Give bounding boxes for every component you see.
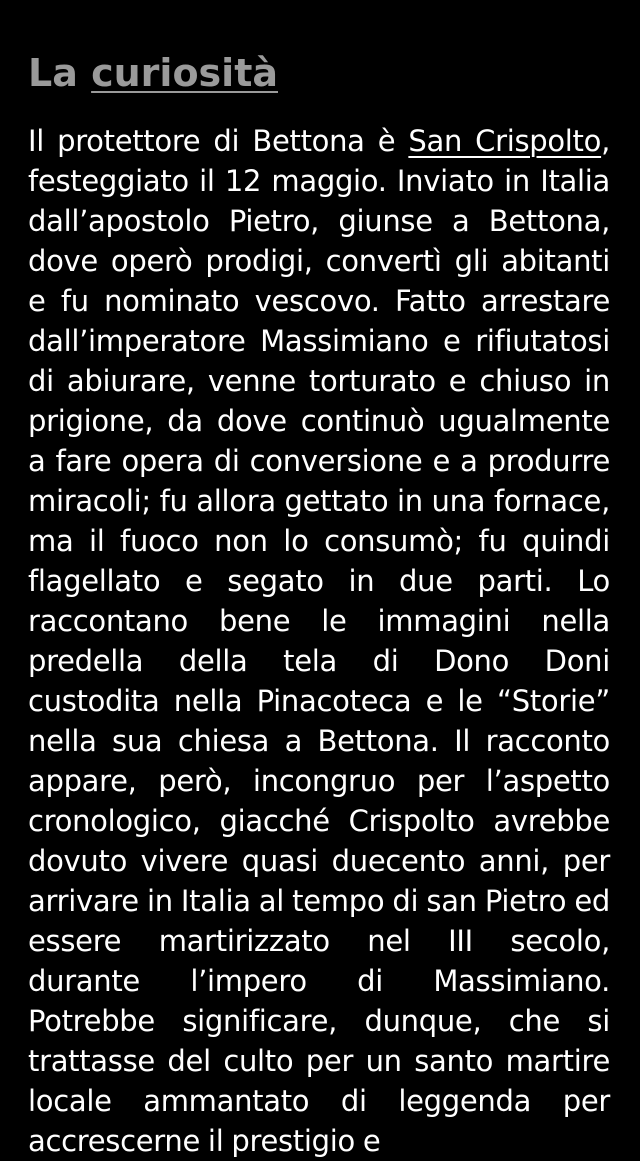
article-text-intro: Il protettore di Bettona è (28, 124, 409, 158)
title-prefix: La (28, 51, 92, 95)
page-title (28, 48, 278, 98)
title-link-curiosita[interactable]: curiosità (91, 51, 278, 95)
san-crispolto-link[interactable]: San Crispolto (408, 124, 602, 158)
article-text-main: , festeggiato il 12 maggio. Inviato in Italia dall’apostolo Pietro, giunse a Bettona, dove operò prodigi, convertì gli abitanti e fu nominato vescovo. Fatto arrestare dall’imperatore Massimiano e rifiutatosi di abiurare, venne torturato e chiuso in prigione, da dove continuò ugualmente a fare opera di conversione e a produrre miracoli; fu allora gettato in una fornace, ma il fuoco non lo consumò; fu quindi flagellato e segato in due parti. Lo raccontano bene le immagini nella predella della tela di Dono Doni custodita nella Pinacoteca e le “Storie” nella sua chiesa a Bettona. Il racconto appare, però, incongruo per l’aspetto cronologico, giacché Crispolto avrebbe dovuto vivere quasi duecento anni, per arrivare in Italia al tempo di san Pietro ed essere martirizzato nel III secolo, durante l’impero di Massimiano. Potrebbe significare, dunque, che si trattasse del culto per un santo martire locale ammantato di leggenda per accrescerne il prestigio e (28, 124, 610, 1158)
article-body (28, 121, 610, 1161)
